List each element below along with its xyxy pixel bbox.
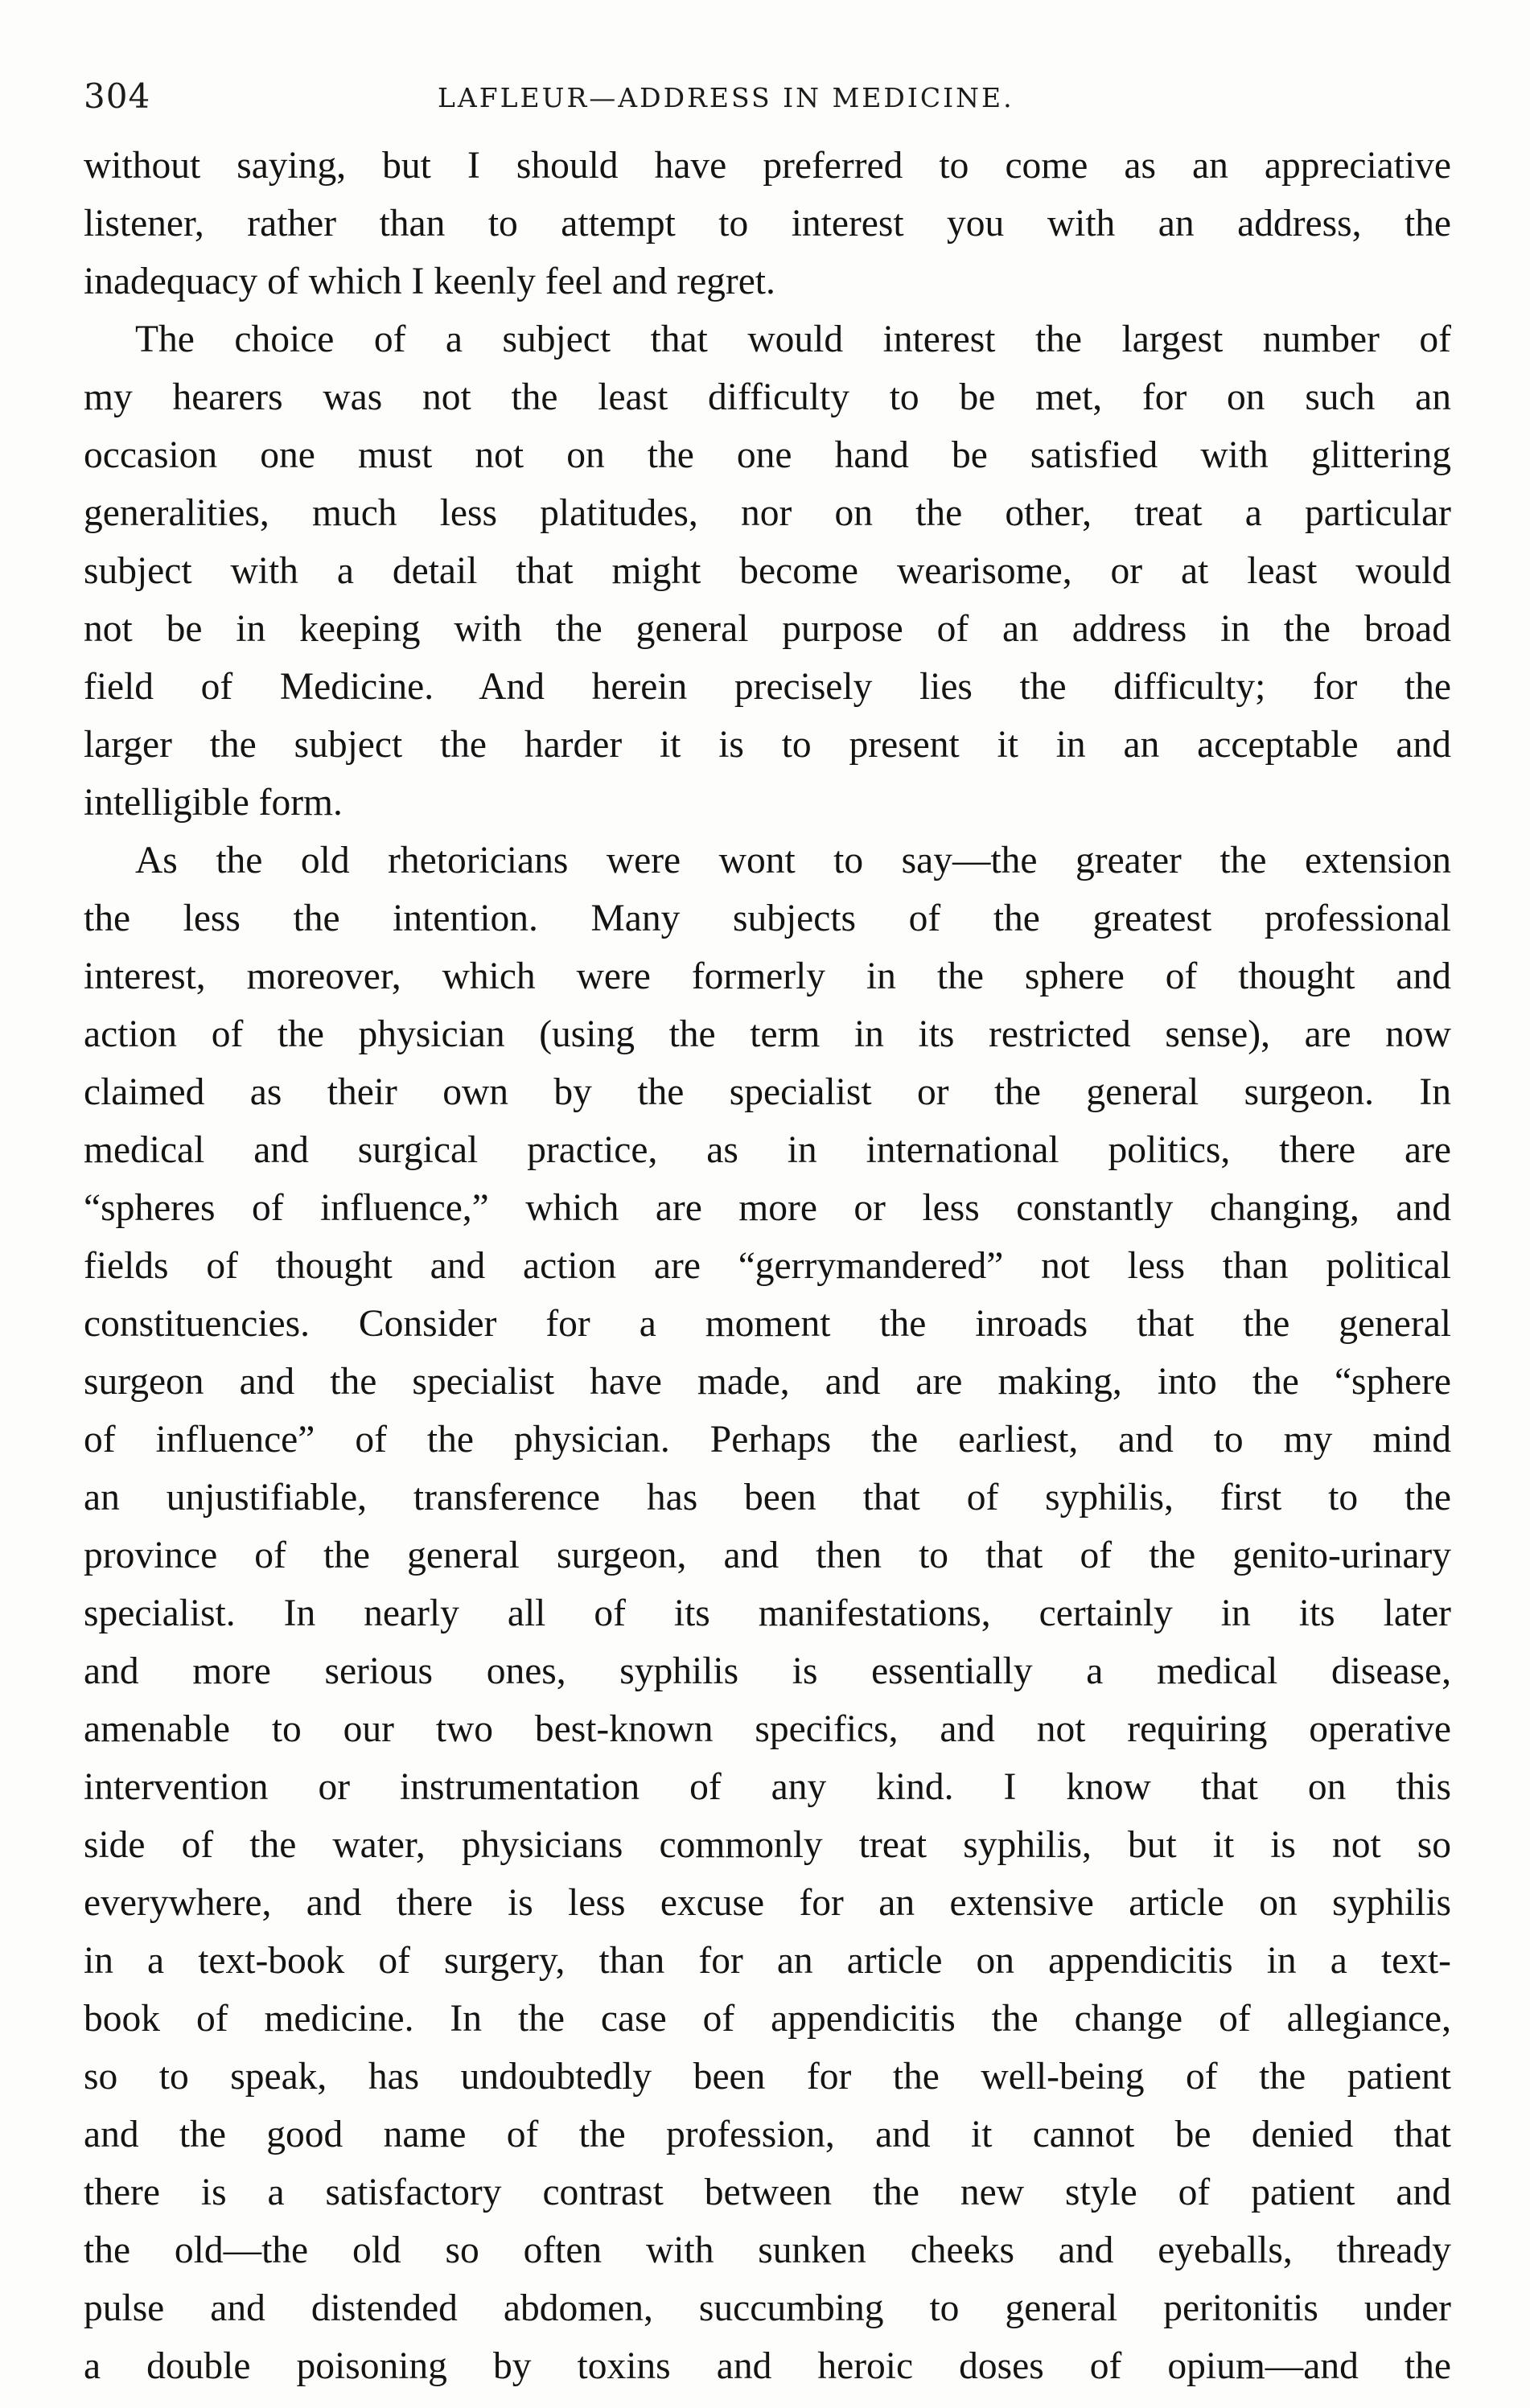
text-line: action of the physician (using the term in its restricted sense), are now (84, 1013, 1451, 1055)
text-line: generalities, much less platitudes, nor on the other, treat a particular (84, 492, 1451, 534)
text-line: inadequacy of which I keenly feel and regret. (84, 261, 775, 302)
text-line: the less the intention. Many subjects of the greatest professional (84, 898, 1451, 939)
text-line: an unjustifiable, transference has been that of syphilis, first to the (84, 1477, 1451, 1518)
text-line: listener, rather than to attempt to interest you with an address, the (84, 203, 1451, 244)
text-line: constituencies. Consider for a moment the inroads that the general (84, 1303, 1451, 1345)
text-line: The choice of a subject that would interest the largest number of (135, 318, 1451, 360)
text-line: of influence” of the physician. Perhaps the earliest, and to my mind (84, 1419, 1451, 1461)
text-line: intervention or instrumentation of any kind. I know that on this (84, 1766, 1451, 1808)
text-line: and the good name of the profession, and it cannot be denied that (84, 2114, 1451, 2155)
text-line: not be in keeping with the general purpose of an address in the broad (84, 608, 1451, 650)
text-line: everywhere, and there is less excuse for an extensive article on syphilis (84, 1882, 1451, 1924)
text-line: subject with a detail that might become wearisome, or at least would (84, 550, 1451, 592)
text-line: claimed as their own by the specialist or the general surgeon. In (84, 1071, 1451, 1113)
text-line: larger the subject the harder it is to present it in an acceptable and (84, 724, 1451, 766)
text-line: pulse and distended abdomen, succumbing to general peritonitis under (84, 2287, 1451, 2329)
running-head: LAFLEUR—ADDRESS IN MEDICINE. (438, 82, 1014, 113)
text-line: field of Medicine. And herein precisely lies the difficulty; for the (84, 666, 1451, 708)
text-line: my hearers was not the least difficulty to be met, for on such an (84, 376, 1451, 418)
text-line: the old—the old so often with sunken cheeks and eyeballs, thready (84, 2229, 1451, 2271)
body-text (84, 137, 1451, 2395)
text-line: occasion one must not on the one hand be satisfied with glittering (84, 434, 1451, 476)
text-line: As the old rhetoricians were wont to say—the greater the extension (135, 840, 1451, 881)
text-line: “spheres of influence,” which are more or less constantly changing, and (84, 1187, 1451, 1229)
text-line: side of the water, physicians commonly treat syphilis, but it is not so (84, 1824, 1451, 1866)
page-number: 304 (84, 76, 151, 116)
text-line: province of the general surgeon, and then to that of the genito-urinary (84, 1535, 1451, 1576)
text-line: in a text-book of surgery, than for an article on appendicitis in a text- (84, 1940, 1451, 1982)
page-header (84, 74, 1451, 119)
text-line: without saying, but I should have preferred to come as an appreciative (84, 145, 1451, 187)
text-line: so to speak, has undoubtedly been for the well-being of the patient (84, 2056, 1451, 2098)
text-line: medical and surgical practice, as in international politics, there are (84, 1129, 1451, 1171)
text-line: fields of thought and action are “gerrymandered” not less than political (84, 1245, 1451, 1287)
text-line: interest, moreover, which were formerly in the sphere of thought and (84, 955, 1451, 997)
text-line: surgeon and the specialist have made, and are making, into the “sphere (84, 1361, 1451, 1403)
text-line: a double poisoning by toxins and heroic doses of opium—and the (84, 2345, 1451, 2387)
text-line: there is a satisfactory contrast between the new style of patient and (84, 2172, 1451, 2213)
text-line: book of medicine. In the case of appendicitis the change of allegiance, (84, 1998, 1451, 2040)
text-line: specialist. In nearly all of its manifestations, certainly in its later (84, 1592, 1451, 1634)
text-line: amenable to our two best-known specifics, and not requiring operative (84, 1708, 1451, 1750)
text-line: intelligible form. (84, 782, 343, 824)
text-line: and more serious ones, syphilis is essentially a medical disease, (84, 1650, 1451, 1692)
